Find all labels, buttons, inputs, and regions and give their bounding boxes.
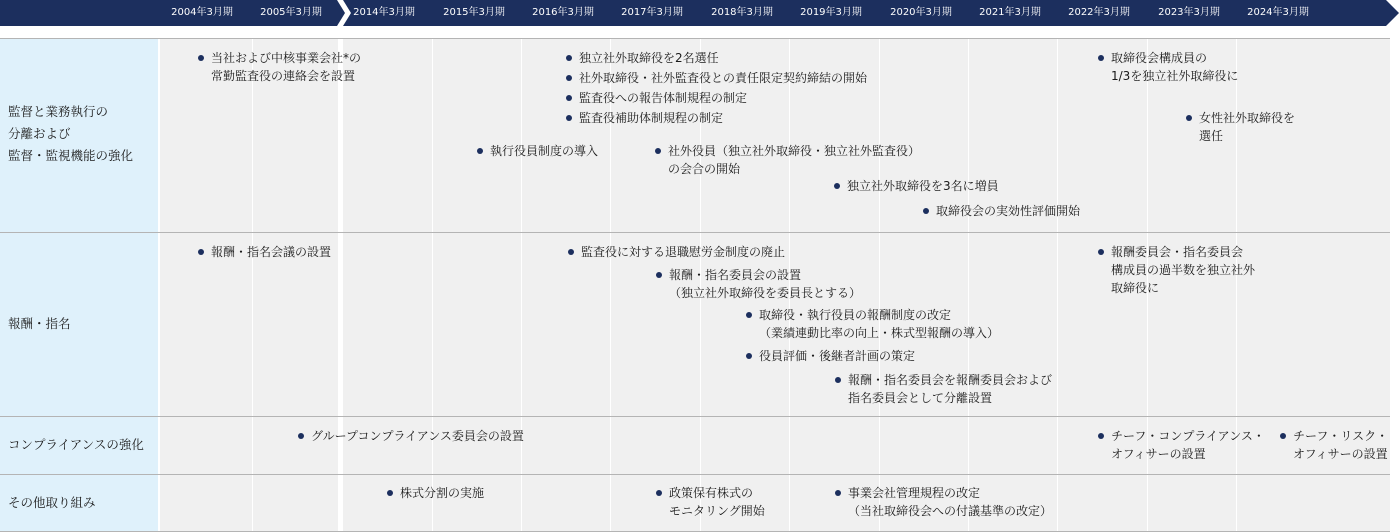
year-label: 2021年3月期 — [979, 7, 1041, 18]
year-divider — [252, 38, 253, 532]
year-label: 2016年3月期 — [532, 7, 594, 18]
event-item: グループコンプライアンス委員会の設置 — [298, 427, 524, 445]
event-item: 取締役会構成員の 1/3を独立社外取締役に — [1098, 49, 1238, 85]
event-item: 政策保有株式の モニタリング開始 — [656, 484, 765, 520]
bullet-icon — [1280, 433, 1286, 439]
bullet-icon — [477, 148, 483, 154]
bullet-icon — [566, 115, 572, 121]
bullet-icon — [835, 377, 841, 383]
year-label: 2005年3月期 — [260, 7, 322, 18]
bullet-icon — [566, 55, 572, 61]
timeline-break — [338, 38, 343, 532]
event-item: 報酬・指名委員会を報酬委員会および 指名委員会として分離設置 — [835, 371, 1052, 407]
timeline-header — [0, 0, 1400, 26]
year-label: 2022年3月期 — [1068, 7, 1130, 18]
row-divider — [0, 38, 1390, 39]
event-item: 株式分割の実施 — [387, 484, 484, 502]
bullet-icon — [1098, 55, 1104, 61]
event-item: チーフ・コンプライアンス・ オフィサーの設置 — [1098, 427, 1265, 463]
bullet-icon — [566, 95, 572, 101]
year-label: 2024年3月期 — [1247, 7, 1309, 18]
year-label: 2014年3月期 — [353, 7, 415, 18]
bullet-icon — [746, 312, 752, 318]
event-item: 女性社外取締役を 選任 — [1186, 109, 1295, 145]
year-label: 2020年3月期 — [890, 7, 952, 18]
event-item: 取締役会の実効性評価開始 — [923, 202, 1080, 220]
bullet-icon — [746, 353, 752, 359]
bullet-icon — [387, 490, 393, 496]
bullet-icon — [834, 183, 840, 189]
event-item: 役員評価・後継者計画の策定 — [746, 347, 915, 365]
year-label: 2019年3月期 — [800, 7, 862, 18]
event-item: 当社および中核事業会社*の 常勤監査役の連絡会を設置 — [198, 49, 361, 85]
event-item: 社外役員（独立社外取締役・独立社外監査役） の会合の開始 — [655, 142, 920, 178]
event-item: 事業会社管理規程の改定 （当社取締役会への付議基準の改定） — [835, 484, 1052, 520]
event-item: チーフ・リスク・ オフィサーの設置 — [1280, 427, 1388, 463]
bullet-icon — [566, 75, 572, 81]
category-label-compliance: コンプライアンスの強化 — [8, 437, 144, 452]
category-label-compensation: 報酬・指名 — [8, 316, 71, 331]
category-label-other: その他取り組み — [8, 495, 96, 510]
bullet-icon — [298, 433, 304, 439]
event-item: 独立社外取締役を3名に増員 — [834, 177, 999, 195]
event-item: 独立社外取締役を2名選任 — [566, 49, 719, 67]
year-label: 2015年3月期 — [443, 7, 505, 18]
bullet-icon — [835, 490, 841, 496]
bullet-icon — [923, 208, 929, 214]
row-divider — [0, 232, 1390, 233]
timeline-grid — [0, 38, 1390, 532]
bullet-icon — [1098, 249, 1104, 255]
event-item: 監査役への報告体制規程の制定 — [566, 89, 747, 107]
event-item: 報酬委員会・指名委員会 構成員の過半数を独立社外 取締役に — [1098, 243, 1255, 297]
event-item: 執行役員制度の導入 — [477, 142, 598, 160]
row-divider — [0, 474, 1390, 475]
bullet-icon — [655, 148, 661, 154]
bullet-icon — [568, 249, 574, 255]
event-item: 報酬・指名委員会の設置 （独立社外取締役を委員長とする） — [656, 266, 861, 302]
year-divider — [968, 38, 969, 532]
bullet-icon — [198, 249, 204, 255]
bullet-icon — [1098, 433, 1104, 439]
bullet-icon — [1186, 115, 1192, 121]
bullet-icon — [656, 490, 662, 496]
event-item: 報酬・指名会議の設置 — [198, 243, 331, 261]
event-item: 監査役に対する退職慰労金制度の廃止 — [568, 243, 785, 261]
event-item: 取締役・執行役員の報酬制度の改定 （業績連動比率の向上・株式型報酬の導入） — [746, 306, 999, 342]
bullet-icon — [198, 55, 204, 61]
year-divider — [1057, 38, 1058, 532]
row-divider — [0, 416, 1390, 417]
event-item: 監査役補助体制規程の制定 — [566, 109, 723, 127]
year-label: 2004年3月期 — [171, 7, 233, 18]
event-item: 社外取締役・社外監査役との責任限定契約締結の開始 — [566, 69, 867, 87]
year-label: 2018年3月期 — [711, 7, 773, 18]
year-divider — [432, 38, 433, 532]
category-label-supervision: 監督と業務執行の 分離および 監督・監視機能の強化 — [8, 104, 134, 163]
year-label: 2023年3月期 — [1158, 7, 1220, 18]
year-divider — [521, 38, 522, 532]
year-divider — [879, 38, 880, 532]
bullet-icon — [656, 272, 662, 278]
row-body — [160, 475, 1390, 532]
year-label: 2017年3月期 — [621, 7, 683, 18]
